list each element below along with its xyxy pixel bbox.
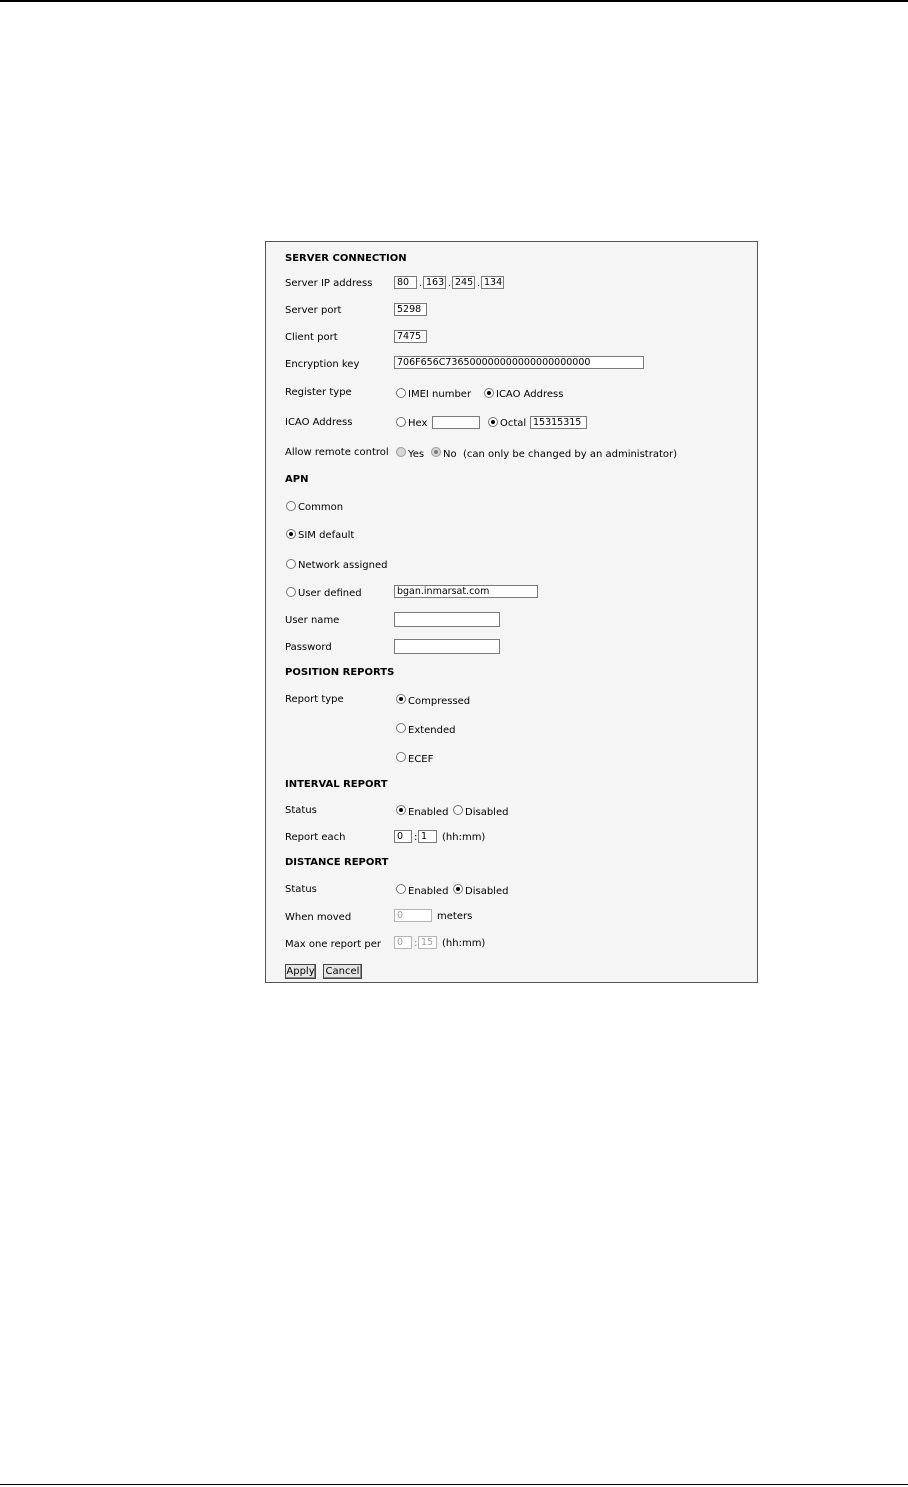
- server-connection-heading: SERVER CONNECTION: [285, 253, 407, 264]
- icao-octal-input[interactable]: 15315315: [530, 416, 587, 429]
- client-port-input[interactable]: 7475: [394, 330, 427, 343]
- remote-control-label: Allow remote control: [285, 447, 389, 458]
- register-icao-label: ICAO Address: [496, 389, 564, 400]
- apn-network-assigned-label: Network assigned: [298, 560, 388, 571]
- distance-disabled-label: Disabled: [465, 886, 509, 897]
- distance-status-label: Status: [285, 884, 317, 895]
- apn-heading: APN: [285, 474, 309, 485]
- apn-sim-default-label: SIM default: [298, 530, 355, 541]
- page-top-rule: [0, 0, 908, 2]
- remote-note: (can only be changed by an administrator): [463, 449, 678, 460]
- icao-hex-label: Hex: [408, 418, 428, 429]
- report-each-label: Report each: [285, 832, 346, 843]
- distance-disabled-radio[interactable]: [453, 884, 463, 894]
- interval-status-label: Status: [285, 805, 317, 816]
- ip-dot: .: [448, 278, 452, 289]
- meters-unit: meters: [437, 911, 473, 922]
- when-moved-input[interactable]: 0: [394, 909, 432, 922]
- apn-sim-default-radio[interactable]: [286, 529, 296, 539]
- register-type-label: Register type: [285, 387, 352, 398]
- report-ecef-label: ECEF: [408, 754, 434, 765]
- interval-enabled-radio[interactable]: [396, 805, 406, 815]
- server-port-input[interactable]: 5298: [394, 303, 427, 316]
- report-each-minutes-input[interactable]: 1: [418, 830, 437, 843]
- apn-common-radio[interactable]: [286, 501, 296, 511]
- register-imei-radio[interactable]: [396, 388, 406, 398]
- icao-octal-radio[interactable]: [488, 417, 498, 427]
- report-type-label: Report type: [285, 694, 344, 705]
- interval-report-heading: INTERVAL REPORT: [285, 779, 388, 790]
- icao-hex-input[interactable]: [432, 416, 480, 429]
- position-reports-heading: POSITION REPORTS: [285, 667, 395, 678]
- client-port-label: Client port: [285, 332, 338, 343]
- cancel-button[interactable]: Cancel: [323, 964, 362, 979]
- tracking-settings-form: [265, 241, 758, 983]
- register-icao-radio[interactable]: [484, 388, 494, 398]
- remote-yes-label: Yes: [408, 449, 425, 460]
- apply-button[interactable]: Apply: [286, 966, 315, 977]
- report-extended-label: Extended: [408, 725, 456, 736]
- distance-enabled-radio[interactable]: [396, 884, 406, 894]
- interval-enabled-label: Enabled: [408, 807, 449, 818]
- apn-network-assigned-radio[interactable]: [286, 559, 296, 569]
- user-name-input[interactable]: [394, 612, 500, 627]
- apn-user-defined-label: User defined: [298, 588, 362, 599]
- report-each-hours-input[interactable]: 0: [394, 830, 412, 843]
- icao-address-label: ICAO Address: [285, 417, 353, 428]
- user-name-label: User name: [285, 615, 340, 626]
- when-moved-label: When moved: [285, 912, 352, 923]
- server-ip-octet-1[interactable]: 80: [394, 276, 417, 289]
- icao-hex-radio[interactable]: [396, 417, 406, 427]
- max-report-hours-input[interactable]: 0: [394, 936, 412, 949]
- apn-common-label: Common: [298, 502, 344, 513]
- max-report-label: Max one report per: [285, 939, 381, 950]
- server-ip-octet-2[interactable]: 163: [423, 276, 446, 289]
- server-ip-octet-3[interactable]: 245: [452, 276, 475, 289]
- password-label: Password: [285, 642, 332, 653]
- time-separator: :: [414, 832, 418, 843]
- max-report-minutes-input[interactable]: 15: [418, 936, 437, 949]
- time-separator: :: [414, 938, 418, 949]
- encryption-key-label: Encryption key: [285, 359, 360, 370]
- report-compressed-label: Compressed: [408, 696, 471, 707]
- server-ip-label: Server IP address: [285, 278, 373, 289]
- page-bottom-rule: [0, 1484, 908, 1485]
- report-extended-radio[interactable]: [396, 723, 406, 733]
- remote-no-label: No: [443, 449, 457, 460]
- report-ecef-radio[interactable]: [396, 752, 406, 762]
- server-ip-octet-4[interactable]: 134: [481, 276, 504, 289]
- distance-report-heading: DISTANCE REPORT: [285, 857, 389, 868]
- ip-dot: .: [419, 278, 423, 289]
- remote-yes-radio[interactable]: [396, 447, 406, 457]
- server-port-label: Server port: [285, 305, 342, 316]
- icao-octal-label: Octal: [500, 418, 527, 429]
- remote-no-radio[interactable]: [431, 447, 441, 457]
- encryption-key-input[interactable]: 706F656C736500000000000000000000: [394, 356, 644, 369]
- report-compressed-radio[interactable]: [396, 694, 406, 704]
- apn-user-defined-input[interactable]: bgan.inmarsat.com: [394, 585, 538, 598]
- apn-user-defined-radio[interactable]: [286, 587, 296, 597]
- distance-enabled-label: Enabled: [408, 886, 449, 897]
- ip-dot: .: [477, 278, 481, 289]
- register-imei-label: IMEI number: [408, 389, 472, 400]
- interval-disabled-radio[interactable]: [453, 805, 463, 815]
- interval-disabled-label: Disabled: [465, 807, 509, 818]
- password-input[interactable]: [394, 639, 500, 654]
- report-each-unit: (hh:mm): [442, 832, 486, 843]
- max-report-unit: (hh:mm): [442, 938, 486, 949]
